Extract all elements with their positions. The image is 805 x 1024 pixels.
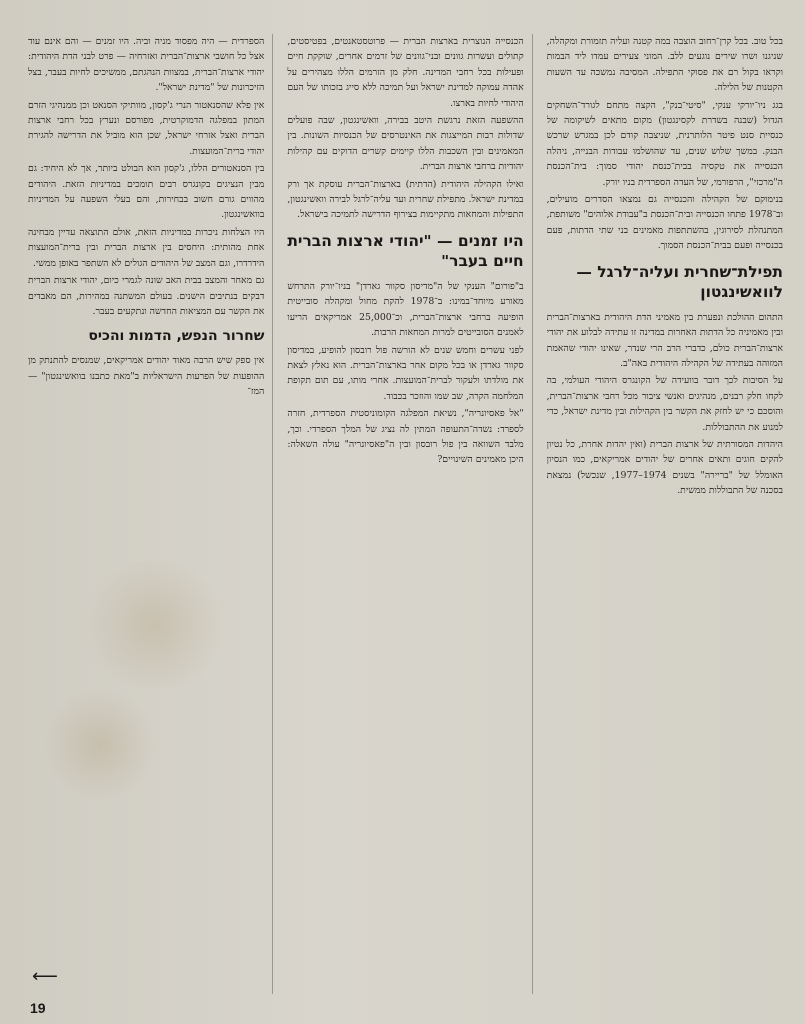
section-heading: שחרור הנפש, הדמות והכיס	[88, 328, 265, 345]
paragraph: היו הצלחות ניכרות במדיניות הזאת, אולם התוצאה עדיין מבחינה אחת מהותית: היחסים בין ארצות הברית ובין ברית־המועצות הידרדרו, וגם המצב של היהודים הגולים לא השתפר באופן ממשי.	[28, 226, 265, 269]
paragraph: אין פלא שהסנאטור הנרי ג'קסון, מוותיקי הסנאט וכן ממנהיגי הזרם המתון במפלגה הדמוקרטית, מפורסם ונערץ בכל רחבי ארצות הברית ואצל אזרחי ישראל, שכן הוא מוביל את הדרישה להגירת יהודי ברית־המועצות.	[28, 99, 265, 157]
article-columns	[28, 34, 783, 994]
column-middle	[287, 34, 532, 994]
paragraph: "אל פאסיונריה", נשיאת המפלגה הקומוניסטית הספרדית, חזרה לספרד: נשדה־התעופה המתין לה נציג של המלך הספרדי. וכך, מלבד השוואה בין פול רובסון ובין ה"פאסיונריה" עולה השאלה: היכן מאמינים השינויים?	[287, 408, 524, 466]
paragraph: הכנסייה הנוצרית בארצות הברית — פרוטסטאנטים, בפטיסטים, קתולים ועשרות גוונים ובני־גוונים של זרמים אחרים, שוקקת חיים ופעילות בכל רחבי המדינה. חלק מן הזרמים הללו מצהירים על אהדה עמוקה למדינת ישראל ועל תמיכה ללא סייג בזכותו של העם היהודי לחיות בארצו.	[287, 36, 524, 109]
paragraph: בין הסנאטורים הללו, ג'קסון הוא הבולט ביותר, אך לא היחיד: גם מבין הנציגים בקונגרס רבים תומכים במדיניות הזאת. היהודים מהווים גורם חשוב בבחירות, והם בעלי השפעה על המדיניות בוואשינגטון.	[28, 163, 265, 221]
paragraph: ההשפעה הזאת נרגשת היטב בבירה, וואשינגטון, שבה פועלים שדולות רבות המייצגות את האינטרסים של הכנסיות השונות. בין המאמינים ובין השכבות הללו קיימים קשרים הדוקים עם קהילות יהודיות ברחבי ארצות הברית.	[287, 115, 524, 173]
continue-arrow-icon: ⟵	[32, 966, 58, 987]
paragraph: בכל טוב. בכל קרן־רחוב הוצבה במה קטנה ועליה תזמורת ומקהלה, שניגנו ושרו שירים נוגעים ללב. המוני צעירים עמדו ליד הבמות וקראו בקול רם את פסוקי התפילה. המסיבה נמשכה עד השעות הקטנות של הלילה.	[546, 36, 783, 94]
paragraph: לפני עשרים וחמש שנים לא הורשה פול רובסון להופיע, במדיסון סקוור גארדן או בכל מקום אחר בארצות־הברית. הוא נאלץ לצאת את מולדתו ולעקור לברית־המועצות. אחרי מותו, עם תום תקופת המלחמה הקרה, שב שמו והוזכר בכבוד.	[287, 344, 524, 402]
paragraph: ב"פורום" הענקי של ה"מדיסון סקוור גארדן" בניו־יורק התרחש מאורע מיוחד־במינו: ב־1978 להקת מחול ומקהלה סובייטית הופיעה ברחבי ארצות־הברית, וכ־25,000 אמריקאים הריעו לאמנים הסובייטים למרות המחאות הרבות.	[287, 280, 524, 339]
paragraph: בנימוקם של הקהילה והכנסייה גם נמצאו הסדרים מועילים, וב־1978 פתחו הכנסייה ובית־הכנסת ב"עבודת אלוהים" משותפת, המתנהלת לסירוגין, בהשתתפות מאמינים בני שתי הדתות, פעם בכנסייה ופעם בבית־הכנסת הסמוך.	[546, 194, 783, 252]
section-heading: תפילת־שחרית ועליה־לרגל — לוואשינגטון	[576, 262, 783, 301]
paragraph: אין ספק שיש הרבה מאוד יהודים אמריקאים, שמנסים להתנתק מן ההופעות של הפרעות הישראליות ב"מאת כתבנו בוואשינגטון" — המז־	[28, 355, 265, 398]
page-number: 19	[30, 1000, 46, 1016]
paragraph: על הסיבות לכך דובר בוועידה של הקונגרס היהודי העולמי, בה לקחו חלק רבנים, מנהיגים ואנשי ציבור מכל רחבי ארצות־הברית, והוסכם כי יש לחזק את הקשר בין הקהילות ובין מדינת ישראל, כדי למנוע את ההתבוללות.	[546, 375, 783, 433]
paragraph: גם מאחר והמצב בבית האב שונה לגמרי כיום, יהודי ארצות הברית דבקים בנתיבים הישנים. בעולם המשתנה במהירות, הם מאבדים את הקשר עם המציאות החדשה ונתקעים בעבר.	[28, 275, 265, 317]
column-left	[28, 34, 273, 994]
paragraph: בגג ניו־יורקי ענקי, "סיטי־בנק", הקצה מתחם לגורד־השחקים הגדול (שבנה בשדרת לקסינגטון) מקום מתאים לשיקומה של כנסיית סנט פיטר הלותרנית, שניצבה קודם לכן במגרש שרכש הבנק. במשך שלוש שנים, עד שהושלמו עבודות הבנייה, ניהלה הכנסייה את טקסיה בבית־כנסת יהודי סמוך: בית־הכנסת ה"מרכזי", הרפורמי, של העדה הספרדית בניו יורק.	[546, 99, 783, 188]
section-heading: היו זמנים — "יהודי ארצות הברית חיים בעבר"	[287, 231, 524, 270]
paragraph: ואילו הקהילה היהודית (הדתית) בארצות־הברית עוסקת אך ורק במדינת ישראל. מתפילת שחרית ועד עליה־לרגל לבירה וואשינגטון, התפילות והמחאות מתקיימות בצירוף הדרישה לתמיכה בישראל.	[287, 178, 524, 221]
paragraph: התהום ההולכת ונפערת בין מאמיני הדת היהודית בארצות־הברית ובין מאמיניה כל הדתות האחרות במדינה זו עתידה לבלוע את יהודי ארצות־הברית כולם, כדברי הרב הרי שנדר, שאינו יהודי שהאמת המזוהה בעתידה של הקהילה היהודית באה"ב.	[546, 311, 783, 369]
paragraph: היהדות המסורתית של ארצות הברית (ואין יהדות אחרת, כל נטיון להקים חוגים ותאים אחרים של יהודים אמריקאים, כמו הנסיון האומלל של "בריירה" בשנים 1974–1977, שנכשל) נמצאת בסכנה של התבוללות ממשית.	[546, 438, 783, 497]
column-right	[547, 34, 783, 994]
paragraph: הספרדית — היה מפסוד מניה וביה. היו זמנים — והם אינם עוד אצל כל חושבי ארצות־הברית ואזרחיה — פרט לבני הדת היהודית: יהודי ארצות־הברית, במצוות הנהגתם, ממשיכים לחיות בעבר, בצל הזיכרונות של "מדינת ישראל".	[28, 36, 265, 94]
